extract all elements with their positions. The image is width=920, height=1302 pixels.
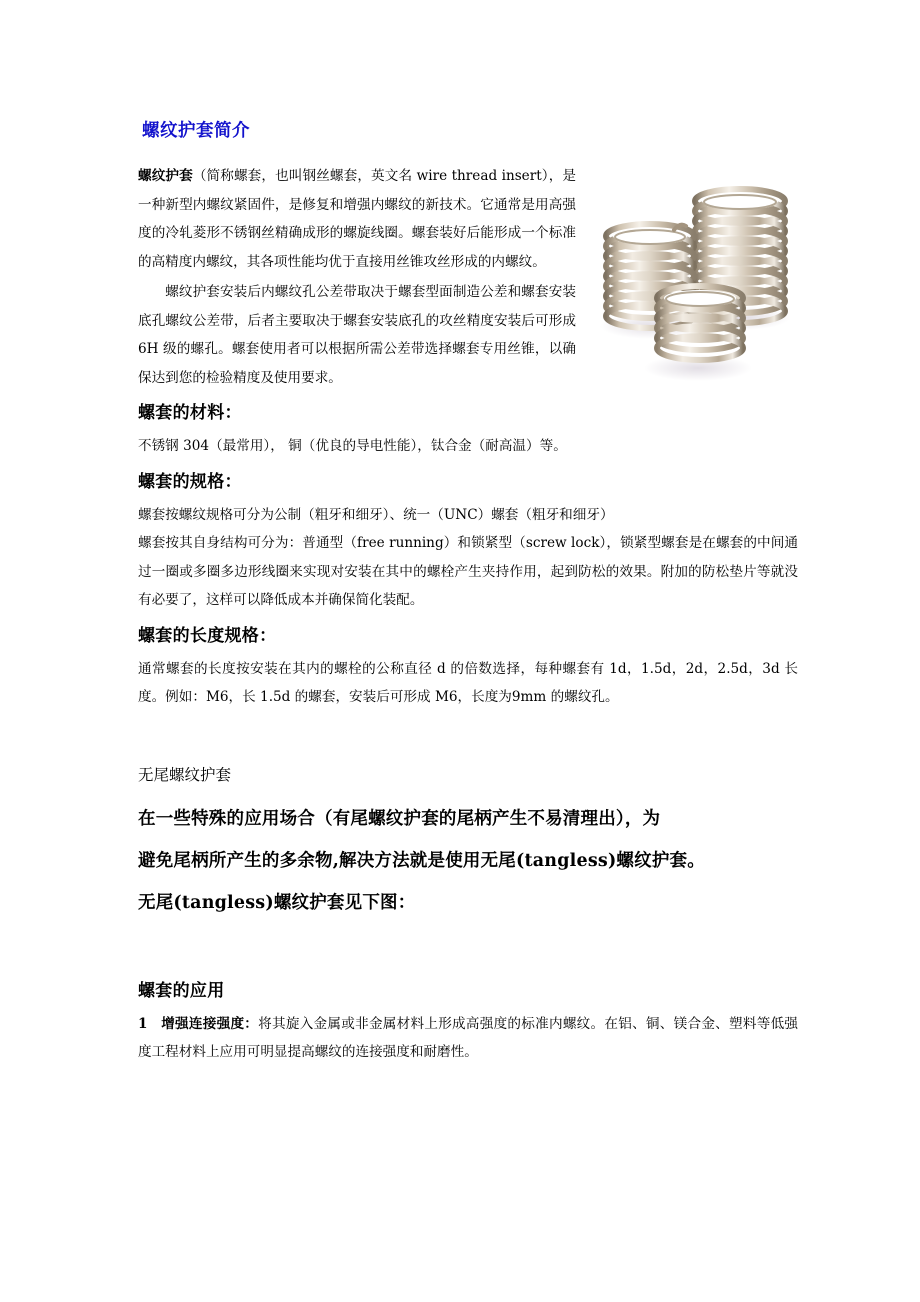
section-heading-application: 螺套的应用: [138, 980, 225, 1001]
section-text-length: 通常螺套的长度按安装在其内的螺栓的公称直径 d 的倍数选择，每种螺套有 1d，1.5d，2d，2.5d，3d 长度。例如：M6，长 1.5d 的螺套，安装后可形成 M6，长度为9mm 的螺纹孔。: [138, 660, 798, 705]
wire-thread-insert-coils-image: [590, 168, 798, 382]
tangless-line-1: 在一些特殊的应用场合（有尾螺纹护套的尾柄产生不易清理出），为: [138, 808, 661, 829]
tangless-line-3: 无尾(tangless)螺纹护套见下图：: [138, 892, 416, 913]
application-item-1: [138, 1010, 798, 1067]
section-spacer-2: [138, 924, 798, 970]
section-heading-length: 螺套的长度规格：: [138, 625, 277, 646]
application-item-number: 1: [138, 1015, 148, 1032]
tangless-heading: 无尾螺纹护套: [138, 765, 232, 784]
intro-paragraph-2: 螺纹护套安装后内螺纹孔公差带取决于螺套型面制造公差和螺套安装底孔螺纹公差带，后者主要取决于螺套安装底孔的攻丝精度安装后可形成 6H 级的螺孔。螺套使用者可以根据所需公差带选择螺套专用丝锥，以确保达到您的检验精度及使用要求。: [138, 284, 576, 386]
application-item-term: 增强连接强度：: [161, 1015, 259, 1032]
page-title: 螺纹护套简介: [142, 121, 250, 141]
section-text-material: 不锈钢 304（最常用）， 铜（优良的导电性能），钛合金（耐高温）等。: [138, 438, 567, 454]
section-heading-spec: 螺套的规格：: [138, 471, 242, 492]
section-heading-material: 螺套的材料：: [138, 403, 242, 423]
application-item-text: 将其旋入金属或非金属材料上形成高强度的标准内螺纹。在铝、铜、镁合金、塑料等低强度工程材料上应用可明显提高螺纹的连接强度和耐磨性。: [138, 1015, 799, 1060]
tangless-line-2: 避免尾柄所产生的多余物,解决方法就是使用无尾(tangless)螺纹护套。: [138, 850, 705, 871]
section-text-spec-2: 螺套按其自身结构可分为：普通型（free running）和锁紧型（screw lock），锁紧型螺套是在螺套的中间通过一圈或多圈多边形线圈来实现对安装在其中的螺栓产生夹持作用，起到防松的效果。附加的防松垫片等就没有必要了，这样可以降低成本并确保简化装配。: [138, 535, 798, 608]
coil-photo: [590, 168, 798, 382]
section-text-spec-1: 螺套按螺纹规格可分为公制（粗牙和细牙）、统一（UNC）螺套（粗牙和细牙）: [138, 506, 614, 523]
document-content: [138, 118, 798, 1069]
section-spacer-1: [138, 714, 798, 760]
intro-lead-term: 螺纹护套: [138, 168, 193, 184]
intro-lead-rest: （简称螺套，也叫钢丝螺套，英文名 wire thread insert），是一种新型内螺纹紧固件，是修复和增强内螺纹的新技术。它通常是用高强度的冷轧菱形不锈钢丝精确成形的螺旋线圈。螺套装好后能形成一个标准的高精度内螺纹，其各项性能均优于直接用丝锥攻丝形成的内螺纹。: [138, 168, 577, 270]
